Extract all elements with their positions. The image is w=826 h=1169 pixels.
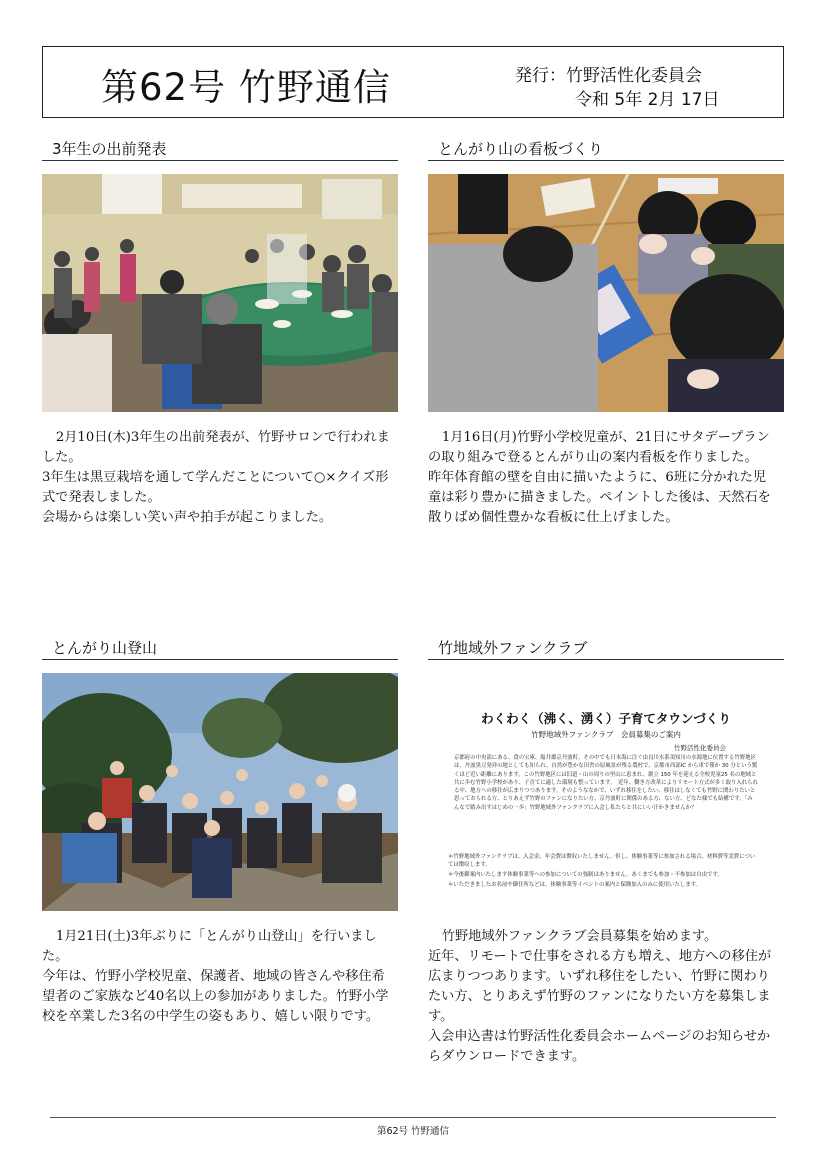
section-signboard <box>428 138 784 528</box>
section-hiking <box>42 637 398 1027</box>
flyer-title: わくわく（沸く、湧く）子育てタウンづくり <box>481 711 731 726</box>
flyer-paragraph: 京都府の中央部にある、食の宝庫、船井郡京丹波町。その中でも日本海に注ぐ由良川水系須知川の水源地に位置する竹野地区は、丹波黒豆発祥の地としても知られ、自然が豊かな田舎の原風景が残る農村で、京都市西部IC から車で僅か 30 分という驚くほど近い距離にあります。この竹野地区には旧道・山の周りの里山に恵まれ、創立 150 年を迎える全校児童25 名の地域と共に歩む竹野小学校があり、子育てに適した環境も整っています。 近年、働き方改革によりリモート方式が多く取り入れられる中、地方への移住が広まりつつあります。そのようななかで、いずれ移住をしたい、移住はしなくても竹野に関わりたいと思っておられる方、とりあえず竹野のファンになりたい方、京丹波町に関係のある方、ない方、どなた様でも結構です。「みんなで踏み出すはじめの一歩」竹野地域外ファンクラブに入会し私たちと共にいい汗かきませんか？ <box>454 755 758 811</box>
fanclub-flyer-image <box>428 673 784 911</box>
section-heading: 竹地域外ファンクラブ <box>428 637 784 660</box>
issue-title: 第62号 竹野通信 <box>101 66 391 109</box>
footer-divider <box>50 1117 776 1118</box>
footer: 第62号 竹野通信 <box>376 1126 450 1137</box>
section-body <box>428 927 778 1067</box>
publisher: 発行：竹野活性化委員会 <box>515 66 702 86</box>
section-body <box>42 428 392 528</box>
paragraph: 1月21日(土)3年ぶりに「とんがり山登山」を行いました。 <box>42 929 377 964</box>
flyer-notes <box>448 853 760 891</box>
section-heading: とんがり山登山 <box>42 637 398 660</box>
section-heading: 3年生の出前発表 <box>42 138 398 161</box>
hiking-photo <box>42 673 398 911</box>
section-body <box>42 927 392 1027</box>
section-presentation <box>42 138 398 528</box>
flyer-note: ＊今後御案内いたします体験事業等への参加についての強制はありません。あくまでも参加・不参加は自由です。 <box>448 872 723 879</box>
signboard-photo <box>428 174 784 412</box>
paragraph: 入会申込書は竹野活性化委員会ホームページのお知らせからダウンロードできます。 <box>428 1029 771 1064</box>
issue-date: 令和 5年 2月 17日 <box>575 90 720 110</box>
section-heading: とんがり山の看板づくり <box>428 138 784 161</box>
paragraph: 昨年体育館の壁を自由に描いたように、6班に分かれた児童は彩り豊かに描きました。ペイントした後は、天然石を散りばめ個性豊かな看板に仕上げました。 <box>428 470 771 525</box>
paragraph: 3年生は黒豆栽培を通して学んだことについて○×クイズ形式で発表しました。 <box>42 470 389 505</box>
paragraph: 2月10日(木)3年生の出前発表が、竹野サロンで行われました。 <box>42 430 390 465</box>
paragraph: 近年、リモートで仕事をされる方も増え、地方への移住が広まりつつあります。いずれ移住をしたい、竹野に関わりたい方、とりあえず竹野のファンになりたい方を募集します。 <box>428 949 772 1024</box>
fanclub-flyer <box>428 673 784 911</box>
flyer-organization: 竹野活性化委員会 <box>674 744 726 752</box>
paragraph: 会場からは楽しい笑い声や拍手が起こりました。 <box>42 510 333 525</box>
section-fanclub <box>428 637 784 1067</box>
salon-photo <box>42 174 398 412</box>
paragraph: 竹野地域外ファンクラブ会員募集を始めます。 <box>441 929 718 944</box>
paragraph: 今年は、竹野小学校児童、保護者、地域の皆さんや移住希望者のご家族など40名以上の参加がありました。竹野小学校を卒業した3名の中学生の姿もあり、嬉しい限りです。 <box>42 969 389 1024</box>
paragraph: 1月16日(月)竹野小学校児童が、21日にサタデープランの取り組みで登るとんがり山の案内看板を作りました。 <box>428 430 770 465</box>
section-body <box>428 428 778 528</box>
header-box <box>42 46 784 118</box>
flyer-subtitle: 竹野地域外ファンクラブ 会員募集のご案内 <box>531 730 681 739</box>
flyer-note: ＊竹野地域外ファンクラブは、入会金、年会費は徴収いたしません。但し、体験事業等に参加される場合、材料費等実費については徴収します。 <box>448 854 756 869</box>
flyer-note: ＊いただきましたお名前や御住所などは、体験事業等イベントの案内と保険加入のみに使用いたします。 <box>448 881 701 888</box>
